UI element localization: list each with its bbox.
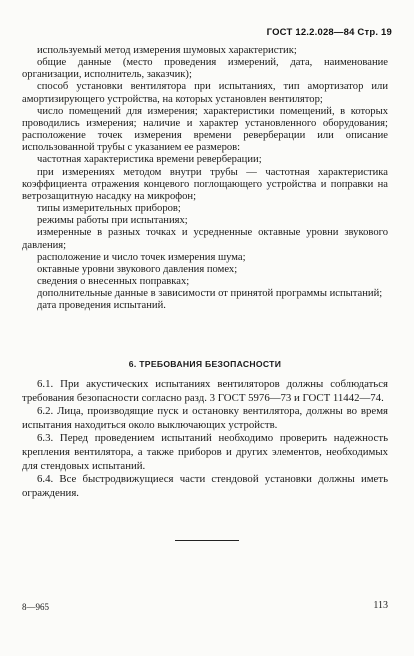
list-item: частотная характеристика времени реверберации; (37, 154, 262, 166)
section-paragraph: 6.4. Все быстродвижущиеся части стендовой установки должны иметь ограждения. (22, 473, 388, 499)
list-item: способ установки вентилятора при испытаниях, тип амортизатор или амортизирующего устройства, на которых установлен вентилятор; (22, 81, 388, 105)
list-item: сведения о внесенных поправках; (37, 275, 190, 287)
separator-rule (175, 540, 239, 541)
list-item: режимы работы при испытаниях; (37, 215, 188, 227)
list-item: расположение и число точек измерения шума; (37, 251, 246, 263)
footer-print-code: 8—965 (22, 602, 49, 612)
body-text (22, 45, 388, 312)
section-paragraph: 6.1. При акустических испытаниях вентиляторов должны соблюдаться требования безопасности согласно разд. 3 ГОСТ 5976—73 и ГОСТ 11442—74. (22, 378, 388, 404)
section-paragraph: 6.3. Перед проведением испытаний необходимо проверить надежность крепления вентилятора, а также приборов и других элементов, необходимых для стендовых испытаний. (22, 432, 388, 472)
list-item: используемый метод измерения шумовых характеристик; (37, 45, 297, 56)
list-item: дата проведения испытаний. (37, 300, 166, 312)
page-header: ГОСТ 12.2.028—84 Стр. 19 (266, 27, 392, 38)
list-item: дополнительные данные в зависимости от принятой программы испытаний; (37, 288, 383, 300)
list-item: общие данные (место проведения измерений, дата, наименование организации, исполнитель, заказчик); (22, 57, 388, 81)
list-item: типы измерительных приборов; (37, 203, 181, 215)
list-item: измеренные в разных точках и усредненные октавные уровни звукового давления; (22, 227, 388, 251)
list-item: при измерениях методом внутри трубы — частотная характеристика коэффициента отражения концевого поглощающего устройства и поправки на ветрозащитную насадку на микрофон; (22, 166, 388, 202)
section-body (22, 378, 388, 500)
list-item: число помещений для измерения; характеристики помещений, в которых проводились измерения; наличие и характер установленного оборудования; расположение точек измерения времени реверберации или описание использованной трубы с указанием ее размеров: (22, 105, 388, 154)
section-paragraph: 6.2. Лица, производящие пуск и остановку вентилятора, должны во время испытания находиться около выключающих устройств. (22, 405, 388, 431)
page-number: 113 (373, 600, 388, 611)
section-title: 6. ТРЕБОВАНИЯ БЕЗОПАСНОСТИ (128, 359, 282, 369)
list-item: октавные уровни звукового давления помех; (37, 263, 238, 275)
